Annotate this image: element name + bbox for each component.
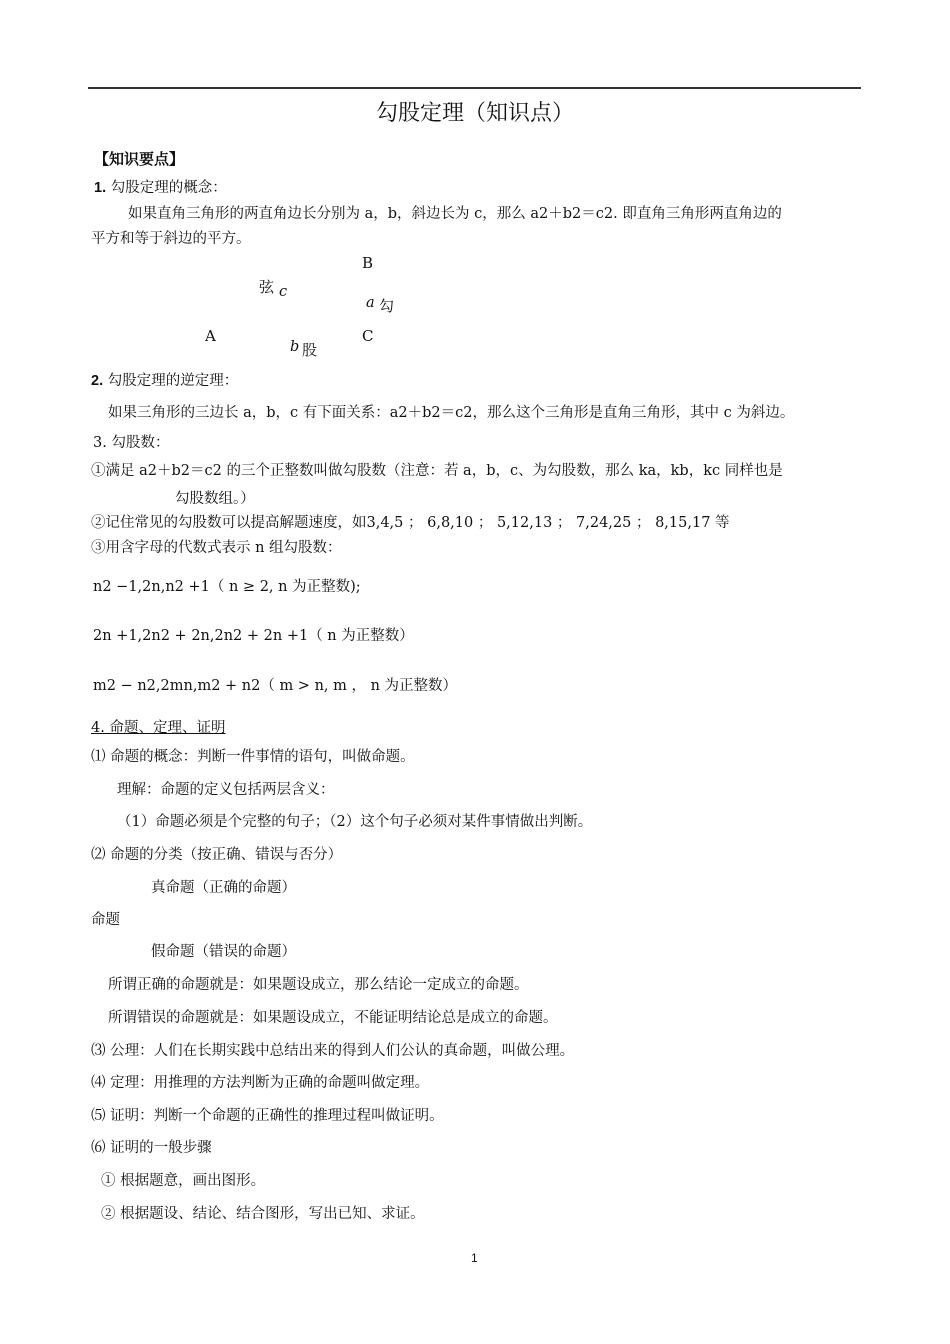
- s4-p2c: 假命题（错误的命题）: [151, 944, 296, 960]
- formula-1: n2 −1,2n,n2 +1（ n ≥ 2, n 为正整数);: [93, 579, 361, 595]
- figure-label-b: b: [290, 339, 300, 355]
- s4-p5: ⑸ 证明：判断一个命题的正确性的推理过程叫做证明。: [91, 1108, 444, 1124]
- s1-heading-text: 勾股定理的概念：: [110, 180, 227, 196]
- s3-item3: ③用含字母的代数式表示 n 组勾股数：: [91, 540, 342, 556]
- s2-body: 如果三角形的三边长 a，b，c 有下面关系：a2＋b2＝c2，那么这个三角形是直角三角形，其中 c 为斜边。: [108, 405, 795, 421]
- s3-heading: 3. 勾股数：: [93, 435, 170, 451]
- figure-label-A: A: [205, 327, 216, 345]
- s4-p1b: （1）命题必须是个完整的句子；（2）这个句子必须对某件事情做出判断。: [117, 814, 593, 830]
- top-rule: [88, 87, 861, 89]
- s4-p6: ⑹ 证明的一般步骤: [91, 1140, 212, 1156]
- figure-label-xian: 弦: [259, 278, 275, 296]
- s2-heading: [91, 369, 238, 390]
- s1-body-line2: 平方和等于斜边的平方。: [91, 231, 251, 247]
- page-title: 勾股定理（知识点）: [375, 101, 574, 126]
- s4-p6a: ① 根据题意，画出图形。: [101, 1173, 266, 1189]
- figure-label-c: c: [279, 284, 288, 300]
- s2-heading-text: 勾股定理的逆定理：: [107, 373, 239, 389]
- s4-p2: ⑵ 命题的分类（按正确、错误与否分）: [91, 847, 343, 863]
- s1-body-line1: 如果直角三角形的两直角边长分别为 a，b，斜边长为 c，那么 a2＋b2＝c2. 即直角三角形两直角边的: [128, 206, 782, 222]
- s4-p1: ⑴ 命题的概念：判断一件事情的语句，叫做命题。: [91, 749, 415, 765]
- s4-p4: ⑷ 定理：用推理的方法判断为正确的命题叫做定理。: [91, 1075, 430, 1091]
- s3-item2: ②记住常见的勾股数可以提高解题速度，如3,4,5 ； 6,8,10 ； 5,12,13 ； 7,24,25 ； 8,15,17 等: [91, 515, 730, 531]
- s4-heading: 4. 命题、定理、证明: [91, 720, 226, 736]
- s4-p6b: ② 根据题设、结论、结合图形，写出已知、求证。: [101, 1206, 425, 1222]
- s1-number: 1.: [94, 180, 107, 196]
- s4-p2e: 所谓错误的命题就是：如果题设成立，不能证明结论总是成立的命题。: [108, 1010, 558, 1026]
- s4-p1a: 理解：命题的定义包括两层含义：: [117, 782, 335, 798]
- formula-3: m2 − n2,2mn,m2 + n2（ m > n, m ， n 为正整数）: [93, 678, 458, 694]
- s2-number: 2.: [91, 373, 104, 389]
- figure-label-gu: 股: [302, 341, 318, 359]
- s3-item1-line1: ①满足 a2＋b2＝c2 的三个正整数叫做勾股数（注意：若 a，b，c、为勾股数，那么 ka，kb，kc 同样也是: [91, 463, 783, 479]
- page-number: 1: [471, 1251, 478, 1265]
- s4-p2a: 真命题（正确的命题）: [151, 880, 296, 896]
- figure-label-B: B: [362, 254, 374, 272]
- figure-label-a: a: [366, 295, 375, 311]
- figure-label-gou: 勾: [379, 297, 395, 315]
- s3-item1-line2: 勾股数组。）: [175, 491, 255, 507]
- section-header: 【知识要点】: [94, 151, 185, 168]
- figure-label-C: C: [362, 327, 374, 345]
- s4-p3: ⑶ 公理：人们在长期实践中总结出来的得到人们公认的真命题，叫做公理。: [91, 1043, 575, 1059]
- formula-2: 2n +1,2n2 + 2n,2n2 + 2n +1（ n 为正整数）: [93, 628, 414, 644]
- s4-p2d: 所谓正确的命题就是：如果题设成立，那么结论一定成立的命题。: [108, 977, 529, 993]
- s1-heading: [94, 176, 227, 197]
- s4-p2b: 命题: [91, 912, 120, 928]
